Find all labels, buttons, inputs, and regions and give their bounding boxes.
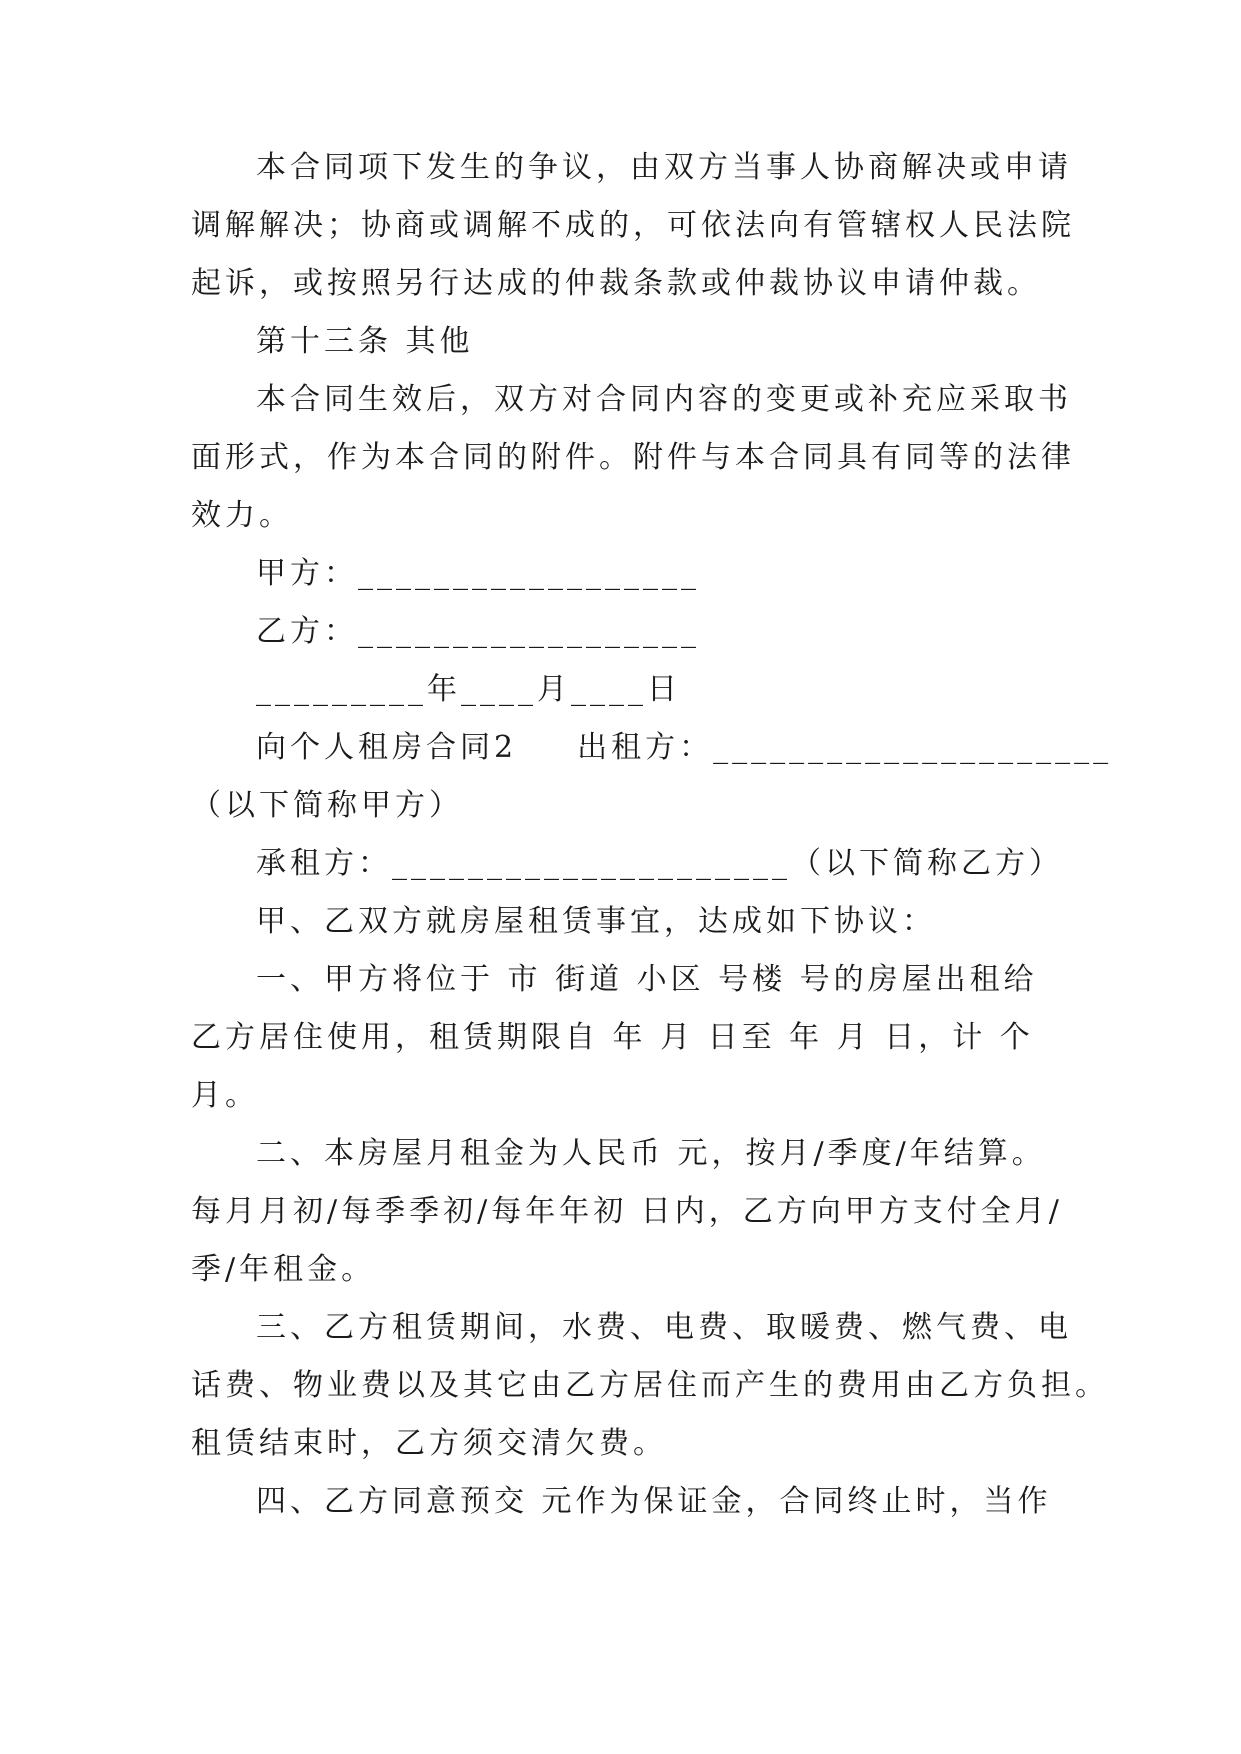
clause-3-line: 租赁结束时，乙方须交清欠费。 (191, 1426, 667, 1461)
clause-1-line: 乙方居住使用，租赁期限自 年 月 日至 年 月 日，计 个 (191, 1020, 1034, 1055)
clause-3-line: 三、乙方租赁期间，水费、电费、取暖费、燃气费、电 (256, 1310, 1072, 1345)
paragraph-line: 效力。 (191, 498, 293, 533)
paragraph-line: （以下简称甲方） (191, 788, 463, 823)
party-b-signature-line: 乙方：__________________ (256, 614, 700, 649)
paragraph-line: 起诉，或按照另行达成的仲裁条款或仲裁协议申请仲裁。 (191, 266, 1041, 301)
clause-2-line: 季/年租金。 (191, 1252, 376, 1287)
paragraph-line: 甲、乙双方就房屋租赁事宜，达成如下协议： (256, 904, 936, 939)
lessee-field: 承租方：_____________________（以下简称乙方） (256, 846, 1063, 881)
clause-2-line: 二、本房屋月租金为人民币 元，按月/季度/年结算。 (256, 1136, 1046, 1171)
section-heading: 第十三条 其他 (256, 324, 474, 359)
clause-4-line: 四、乙方同意预交 元作为保证金，合同终止时，当作 (256, 1484, 1052, 1519)
paragraph-line: 本合同项下发生的争议，由双方当事人协商解决或申请 (256, 150, 1072, 185)
party-a-signature-line: 甲方：__________________ (256, 556, 700, 591)
contract-title-line (256, 728, 1116, 768)
clause-1-line: 月。 (191, 1078, 259, 1113)
contract-title: 向个人租房合同2 (256, 730, 518, 765)
clause-2-line: 每月月初/每季季初/每年年初 日内，乙方向甲方支付全月/ (191, 1194, 1063, 1229)
clause-3-line: 话费、物业费以及其它由乙方居住而产生的费用由乙方负担。 (191, 1368, 1109, 1403)
paragraph-line: 面形式，作为本合同的附件。附件与本合同具有同等的法律 (191, 440, 1075, 475)
lessor-field: 出租方：_____________________ (577, 730, 1113, 765)
date-line: _________年____月____日 (256, 672, 681, 707)
paragraph-line: 调解解决；协商或调解不成的，可依法向有管辖权人民法院 (191, 208, 1075, 243)
paragraph-line: 本合同生效后，双方对合同内容的变更或补充应采取书 (256, 382, 1072, 417)
clause-1-line: 一、甲方将位于 市 街道 小区 号楼 号的房屋出租给 (256, 962, 1038, 997)
